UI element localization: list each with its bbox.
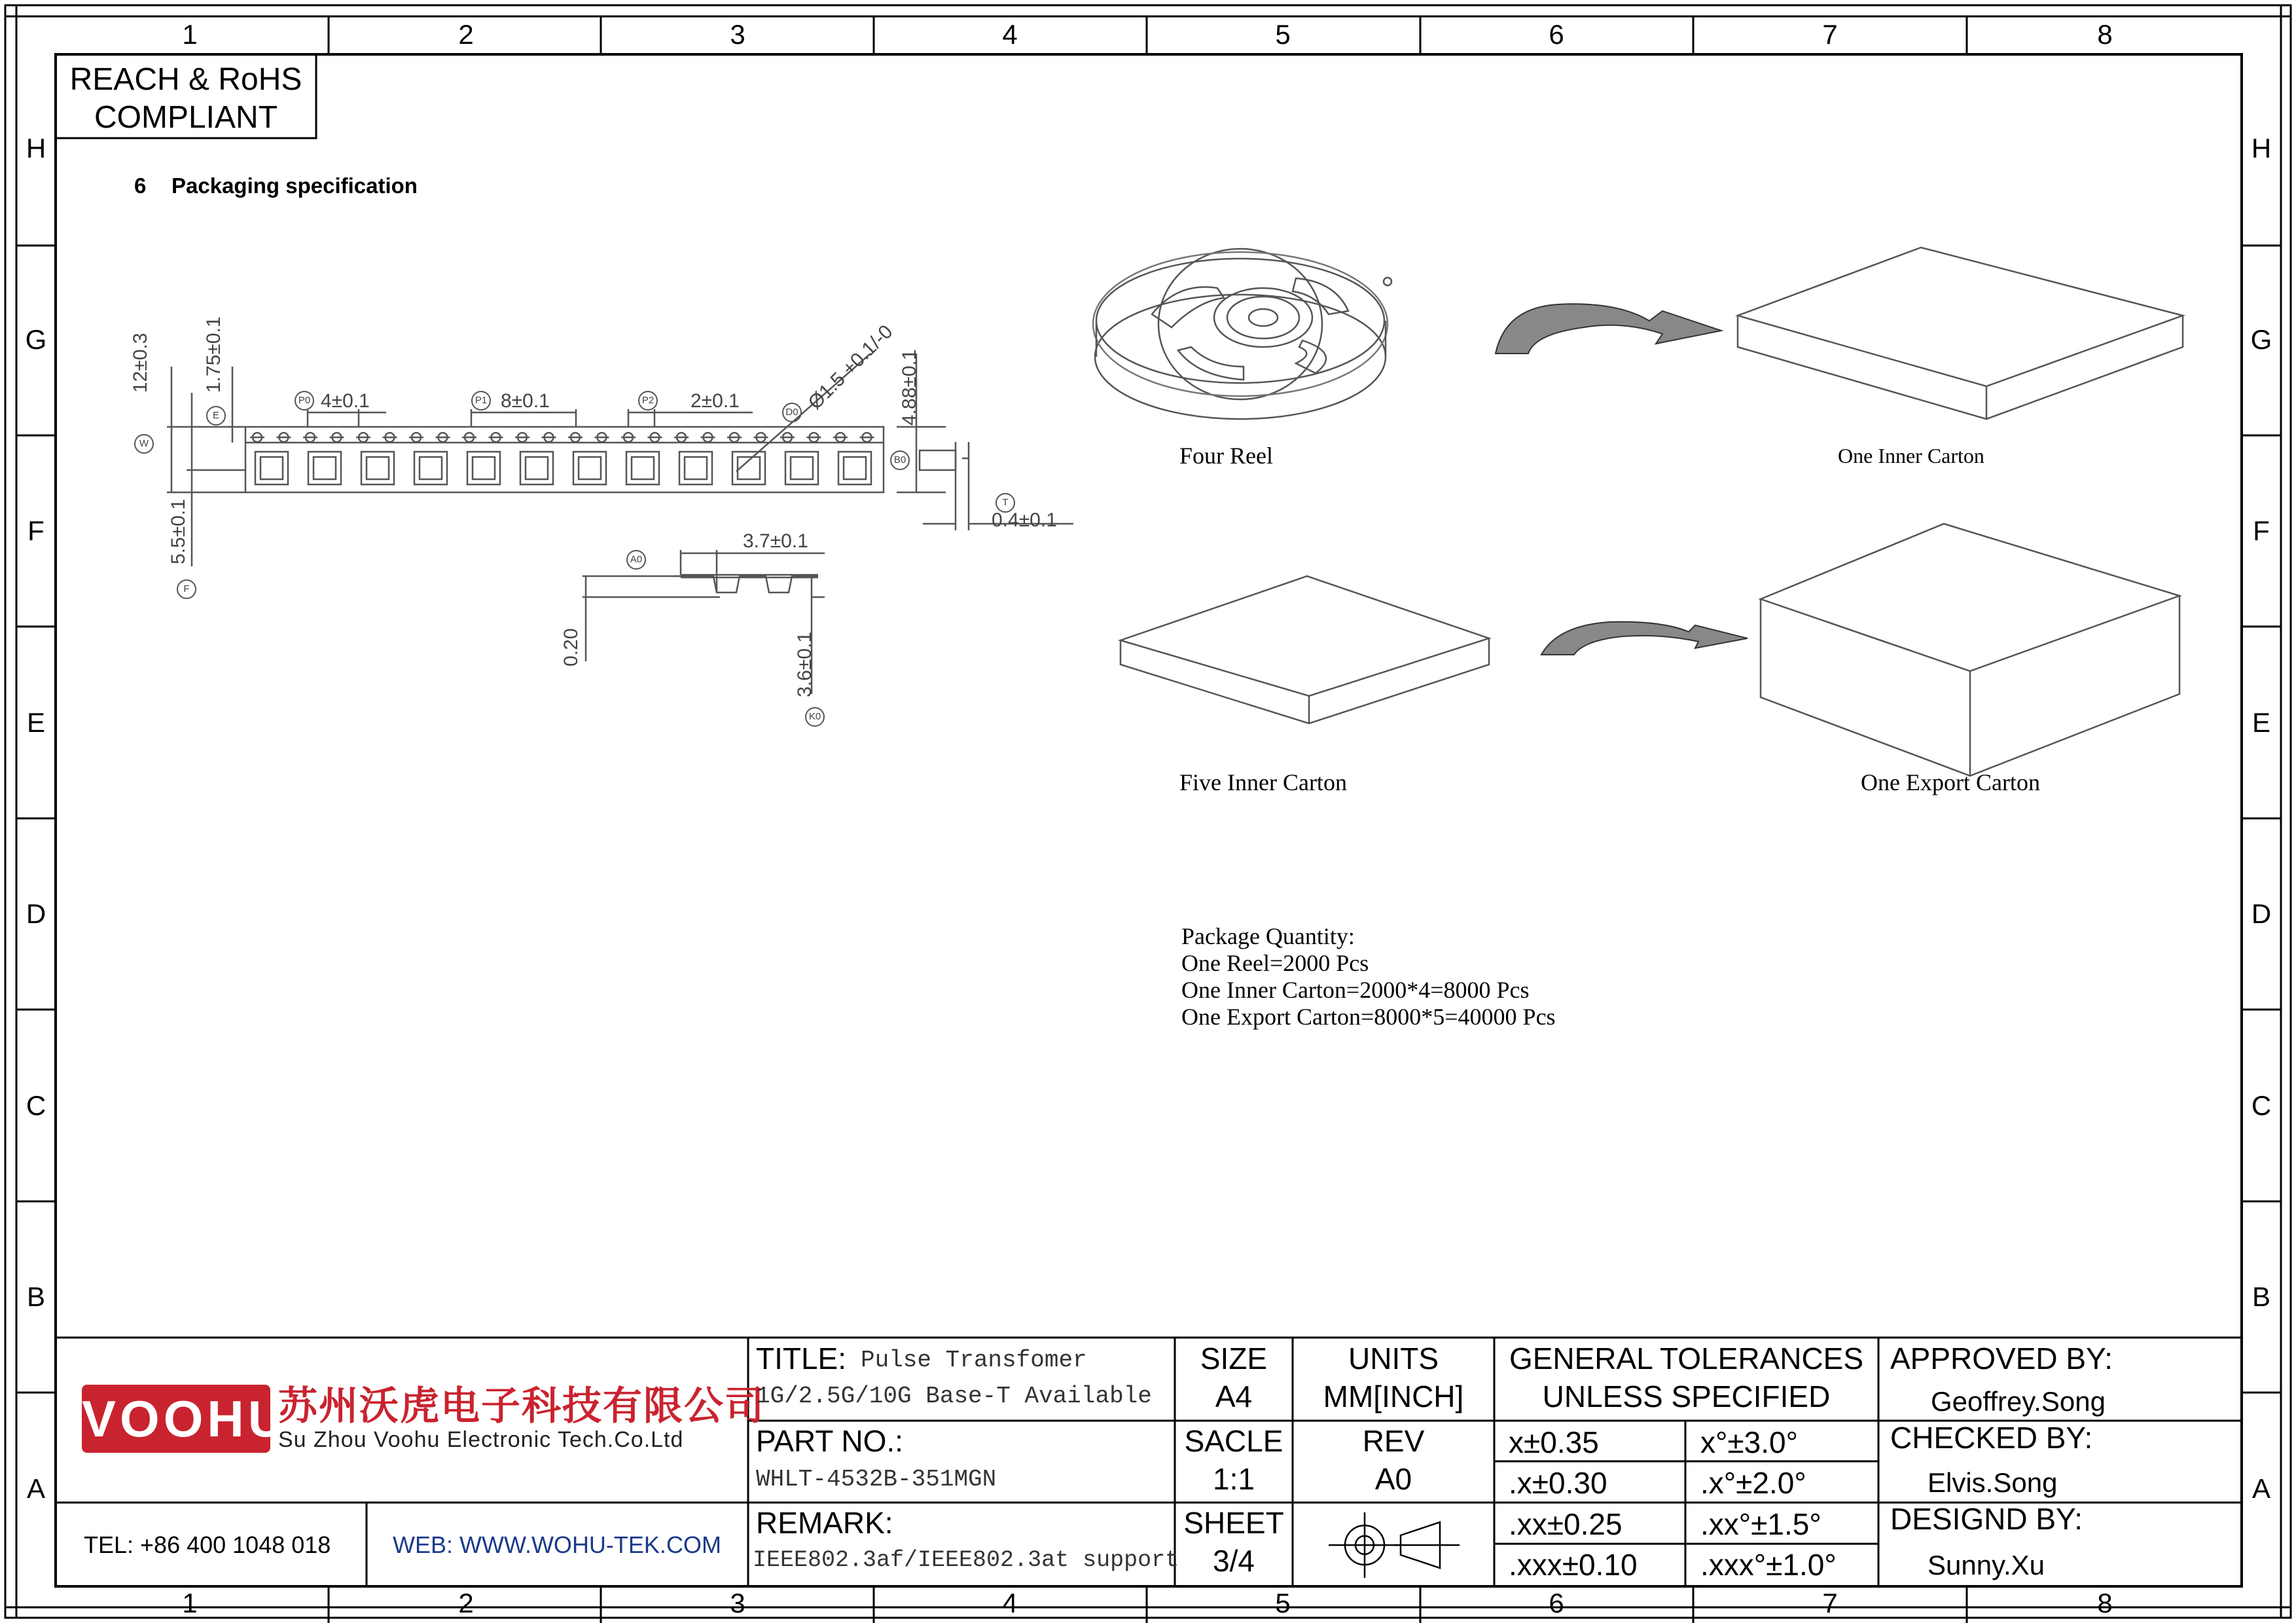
column-label-top: 2 xyxy=(458,19,474,50)
checked-value: Elvis.Song xyxy=(1928,1467,2058,1498)
column-label-top: 1 xyxy=(182,19,198,50)
column-label-bottom: 8 xyxy=(2097,1588,2113,1618)
tape-pocket-inner xyxy=(579,457,601,479)
website-link[interactable]: WEB: WWW.WOHU-TEK.COM xyxy=(393,1531,721,1558)
tol-angular-1: .x°±2.0° xyxy=(1700,1466,1806,1500)
tol-angular-2: .xx°±1.5° xyxy=(1700,1507,1821,1541)
row-label-left: A xyxy=(26,1473,45,1504)
designed-value: Sunny.Xu xyxy=(1928,1550,2045,1580)
tag-f: F xyxy=(183,583,190,594)
column-label-bottom: 6 xyxy=(1549,1588,1564,1618)
remark-value: IEEE802.3af/IEEE802.3at support xyxy=(753,1547,1179,1573)
row-label-right: H xyxy=(2251,133,2272,164)
dim-b0: 4.88±0.1 xyxy=(899,349,920,426)
caption-reel: Four Reel xyxy=(1179,443,1273,469)
rev-value: A0 xyxy=(1374,1462,1412,1496)
row-label-right: B xyxy=(2251,1281,2270,1312)
tag-p0: P0 xyxy=(298,395,311,406)
tag-t: T xyxy=(1002,497,1009,508)
column-label-bottom: 2 xyxy=(458,1588,474,1618)
column-label-top: 8 xyxy=(2097,19,2113,50)
row-label-right: A xyxy=(2251,1473,2270,1504)
company-name-cn: 苏州沃虎电子科技有限公司 xyxy=(278,1384,765,1428)
title-value: Pulse Transfomer xyxy=(861,1347,1087,1374)
tag-d0: D0 xyxy=(785,407,798,418)
tol-linear-0: x±0.35 xyxy=(1509,1425,1599,1459)
dim-depth: 0.20 xyxy=(560,628,582,666)
units-label: UNITS xyxy=(1348,1341,1439,1376)
size-value: A4 xyxy=(1215,1379,1253,1413)
quantity-heading: Package Quantity: xyxy=(1181,923,1355,949)
tape-pocket-inner xyxy=(526,457,548,479)
tol-angular-0: x°±3.0° xyxy=(1700,1425,1798,1459)
column-label-bottom: 3 xyxy=(730,1588,745,1618)
company-name-en: Su Zhou Voohu Electronic Tech.Co.Ltd xyxy=(278,1427,684,1452)
projection-symbol xyxy=(1329,1512,1460,1578)
inner-carton-illustration xyxy=(1738,247,2183,419)
title-value-line2: 1G/2.5G/10G Base-T Available xyxy=(756,1383,1152,1410)
part-number: WHLT-4532B-351MGN xyxy=(756,1466,997,1493)
quantity-line-2: One Inner Carton=2000*4=8000 Pcs xyxy=(1181,977,1530,1003)
column-label-top: 3 xyxy=(730,19,745,50)
quantity-line-1: One Reel=2000 Pcs xyxy=(1181,950,1369,976)
row-label-right: E xyxy=(2251,707,2270,738)
flow-arrow-1 xyxy=(1496,304,1721,354)
compliance-line2: COMPLIANT xyxy=(94,100,278,135)
column-label-bottom: 7 xyxy=(1822,1588,1838,1618)
tape-pocket-inner xyxy=(685,457,707,479)
section-title: Packaging specification xyxy=(171,173,418,198)
tape-pocket-inner xyxy=(367,457,389,479)
column-label-top: 4 xyxy=(1002,19,1018,50)
caption-export-carton: One Export Carton xyxy=(1861,769,2040,795)
caption-inner-carton: One Inner Carton xyxy=(1838,444,1984,467)
row-label-left: F xyxy=(27,515,45,546)
tel: TEL: +86 400 1048 018 xyxy=(84,1531,331,1558)
tag-k0: K0 xyxy=(808,711,821,722)
dim-p2: 2±0.1 xyxy=(691,390,740,412)
row-label-left: B xyxy=(26,1281,45,1312)
tag-a0: A0 xyxy=(630,554,643,565)
tape-pocket-inner xyxy=(314,457,336,479)
outer-frame xyxy=(5,5,2291,1618)
tol-linear-2: .xx±0.25 xyxy=(1509,1507,1623,1541)
column-label-bottom: 5 xyxy=(1275,1588,1291,1618)
designed-label: DESIGND BY: xyxy=(1890,1502,2083,1536)
dim-k0: 3.6±0.1 xyxy=(794,632,816,697)
row-ticks xyxy=(16,5,2281,1618)
tol-angular-3: .xxx°±1.0° xyxy=(1700,1548,1837,1582)
tape-pocket-inner xyxy=(632,457,654,479)
tag-p2: P2 xyxy=(641,395,655,406)
sheet-value: 3/4 xyxy=(1213,1544,1255,1578)
reel-illustration xyxy=(1093,249,1391,419)
approved-value: Geoffrey.Song xyxy=(1931,1386,2106,1417)
part-label: PART NO.: xyxy=(756,1424,903,1458)
tol-linear-1: .x±0.30 xyxy=(1509,1466,1607,1500)
tape-pocket-inner xyxy=(420,457,442,479)
column-label-top: 7 xyxy=(1822,19,1838,50)
row-label-right: G xyxy=(2250,324,2272,355)
units-value: MM[INCH] xyxy=(1323,1379,1464,1413)
tolerance-heading: GENERAL TOLERANCES xyxy=(1509,1341,1864,1376)
tape-pocket-inner xyxy=(791,457,813,479)
scale-label: SACLE xyxy=(1184,1424,1283,1458)
section-number: 6 xyxy=(134,173,147,198)
company-logo: VOOHU xyxy=(82,1385,270,1453)
tag-p1: P1 xyxy=(475,395,488,406)
remark-label: REMARK: xyxy=(756,1506,893,1540)
approved-label: APPROVED BY: xyxy=(1890,1341,2113,1376)
column-label-top: 6 xyxy=(1549,19,1564,50)
tag-e: E xyxy=(212,410,219,421)
row-label-left: C xyxy=(26,1090,46,1121)
column-ticks xyxy=(5,16,2291,1623)
sheet-label: SHEET xyxy=(1183,1506,1284,1540)
dim-p1: 8±0.1 xyxy=(501,390,550,412)
tolerance-subheading: UNLESS SPECIFIED xyxy=(1542,1379,1831,1413)
checked-label: CHECKED BY: xyxy=(1890,1421,2093,1455)
dim-e: 1.75±0.1 xyxy=(203,316,224,393)
dim-d0: Ø1.5 +0.1/-0 xyxy=(804,321,897,414)
dim-w: 12±0.3 xyxy=(130,333,151,393)
compliance-line1: REACH & RoHS xyxy=(69,62,302,97)
title-label: TITLE: xyxy=(756,1341,847,1376)
row-label-left: H xyxy=(26,133,46,164)
dim-f: 5.5±0.1 xyxy=(168,499,189,564)
column-label-bottom: 4 xyxy=(1002,1588,1018,1618)
dim-p0: 4±0.1 xyxy=(321,390,370,412)
row-label-right: F xyxy=(2253,515,2270,546)
tape-pocket-inner xyxy=(844,457,866,479)
row-label-right: D xyxy=(2251,898,2272,929)
row-label-left: E xyxy=(26,707,45,738)
column-label-bottom: 1 xyxy=(182,1588,198,1618)
tape-pocket-inner xyxy=(473,457,495,479)
tape-pocket-inner xyxy=(260,457,283,479)
column-label-top: 5 xyxy=(1275,19,1291,50)
row-label-left: G xyxy=(25,324,47,355)
scale-value: 1:1 xyxy=(1213,1462,1255,1496)
five-inner-carton-illustration xyxy=(1121,576,1489,723)
flow-arrow-2 xyxy=(1541,622,1748,655)
tag-b0: B0 xyxy=(893,454,906,465)
row-label-right: C xyxy=(2251,1090,2272,1121)
tol-linear-3: .xxx±0.10 xyxy=(1509,1548,1638,1582)
tag-w: W xyxy=(139,438,149,449)
size-label: SIZE xyxy=(1200,1341,1268,1376)
dim-t: 0.4±0.1 xyxy=(992,509,1057,531)
rev-label: REV xyxy=(1362,1424,1425,1458)
export-carton-illustration xyxy=(1761,524,2179,776)
row-label-left: D xyxy=(26,898,46,929)
quantity-line-3: One Export Carton=8000*5=40000 Pcs xyxy=(1181,1004,1556,1030)
dim-a0: 3.7±0.1 xyxy=(743,530,808,552)
caption-five-inner: Five Inner Carton xyxy=(1179,769,1347,795)
